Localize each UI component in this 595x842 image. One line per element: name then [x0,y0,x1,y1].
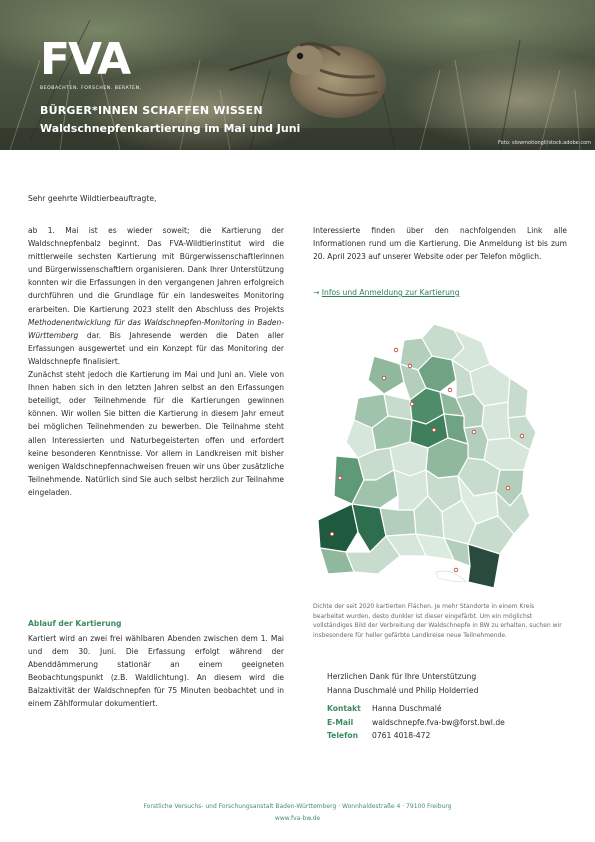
phone-label: Telefon [327,731,359,741]
left-column [28,224,284,499]
arrow-icon: → [313,288,320,297]
header-photo [0,0,595,150]
footer-address: Forstliche Versuchs- und Forschungsanstalt Baden-Württemberg · Wonnhaldestraße 4 · 79100 Freiburg [143,803,452,810]
project-name: Methodenentwicklung für das Waldschnepfen-Monitoring in Baden-Württemberg [28,317,284,340]
logo-tagline: BEOBACHTEN. FORSCHEN. BERATEN. [40,86,142,91]
thanks-line: Herzlichen Dank für Ihre Unterstützung [327,672,477,681]
email-label: E-Mail [327,717,354,727]
contact-block [327,702,505,743]
lake-constance [436,571,466,582]
section-heading: Ablauf der Kartierung [28,619,122,628]
district-density-map [314,320,554,596]
phone-row [327,729,505,743]
registration-link[interactable] [313,288,460,297]
email-value[interactable]: waldschnepfe.fva-bw@forst.bwl.de [372,717,505,727]
registration-link-text[interactable]: Infos und Anmeldung zur Kartierung [321,288,460,297]
map-district [508,378,528,418]
map-district [368,356,404,394]
paragraph-intro: ab 1. Mai ist es wieder soweit; die Kartierung der Waldschnepfenbalz beginnt. Das FVA-Wildtierinstitut wird die mittlerweile sechsten Kartierung mit Bürgerwissenschaftlerinnen und Bürgerwissenschaftlern organisieren. Dank Ihrer Unterstützung konnten wir die Erfassungen in den vergangenen Jahren erfolgreich durchführen und die Grundlage für ein landesweites Monitoring erarbeiten. Die Kartierung 2023 stellt den Abschluss des Projekts Methodenentwicklung für das Waldschnepfen-Monitoring in Baden-Württemberg dar. Bis Jahresende werden die Daten aller Erfassungen ausgewertet und ein Konzept für das Monitoring der Waldschnepfe finalisiert. [28,226,284,366]
photo-credit: Foto: slowmotiongli/stock.adobe.com [497,140,591,146]
map-caption: Dichte der seit 2020 kartierten Flächen. Je mehr Standorte in einem Kreis bearbeitet wurden, desto dunkler ist dieser eingefärbt. Um ein möglichst vollständiges Bild der Verbreitung der Waldschnepfe in BW zu erhalten, suchen wir insbesondere für heller gefärbte Landkreise neue Teilnehmende. [313,603,562,639]
right-paragraph: Interessierte finden über den nachfolgenden Link alle Informationen rund um die Kartierung. Die Anmeldung ist bis zum 20. April 2023 auf unserer Website oder per Telefon möglich. [313,226,567,262]
salutation: Sehr geehrte Wildtierbeauftragte, [28,194,157,203]
closing [327,670,478,697]
contact-value: Hanna Duschmalé [372,704,442,713]
fva-logo [40,34,142,91]
page-title: Waldschnepfenkartierung im Mai und Juni [40,122,301,135]
section-body: Kartiert wird an zwei frei wählbaren Abenden zwischen dem 1. Mai und dem 30. Juni. Die Erfassung erfolgt während der Abenddämmerung stationär an einem geeigneten Beobachtungspunkt (z.B. Waldlichtung). An diesem wird die Balzaktivität der Waldschnepfen für 75 Minuten beobachtet und in einem Zählformular dokumentiert. [28,634,284,709]
email-row [327,716,505,730]
logo-text: FVA [40,34,130,85]
footer-website[interactable]: www.fva-bw.de [274,815,321,822]
phone-value: 0761 4018-472 [372,731,431,741]
map-district [318,504,358,552]
contact-label: Kontakt [327,704,361,713]
contact-row [327,702,505,716]
signers-line: Hanna Duschmalé und Philip Holderried [327,685,479,695]
header-kicker: BÜRGER*INNEN SCHAFFEN WISSEN [40,104,263,117]
paragraph-request: Zunächst steht jedoch die Kartierung im Mai und Juni an. Viele von Ihnen haben sich in den letzten Jahren selbst an den Erfassungen beteiligt, oder Teilnehmende für die Kartierungen gewinnen können. Wir wollen Sie bitten die Kartierung in diesem Jahr erneut bei möglichen Teilnehmenden zu bewerben. Die Teilnahme steht allen Interessierten und Naturbegeisterten offen und erfordert keine besonderen Kenntnisse. Vor allem in Landkreisen mit bisher wenigen Waldschnepfennachweisen freuen wir uns über zusätzliche Teilnehmende. Natürlich sind Sie auch selbst herzlich zur Teilnahme eingeladen. [28,370,284,497]
map-district [380,508,416,536]
